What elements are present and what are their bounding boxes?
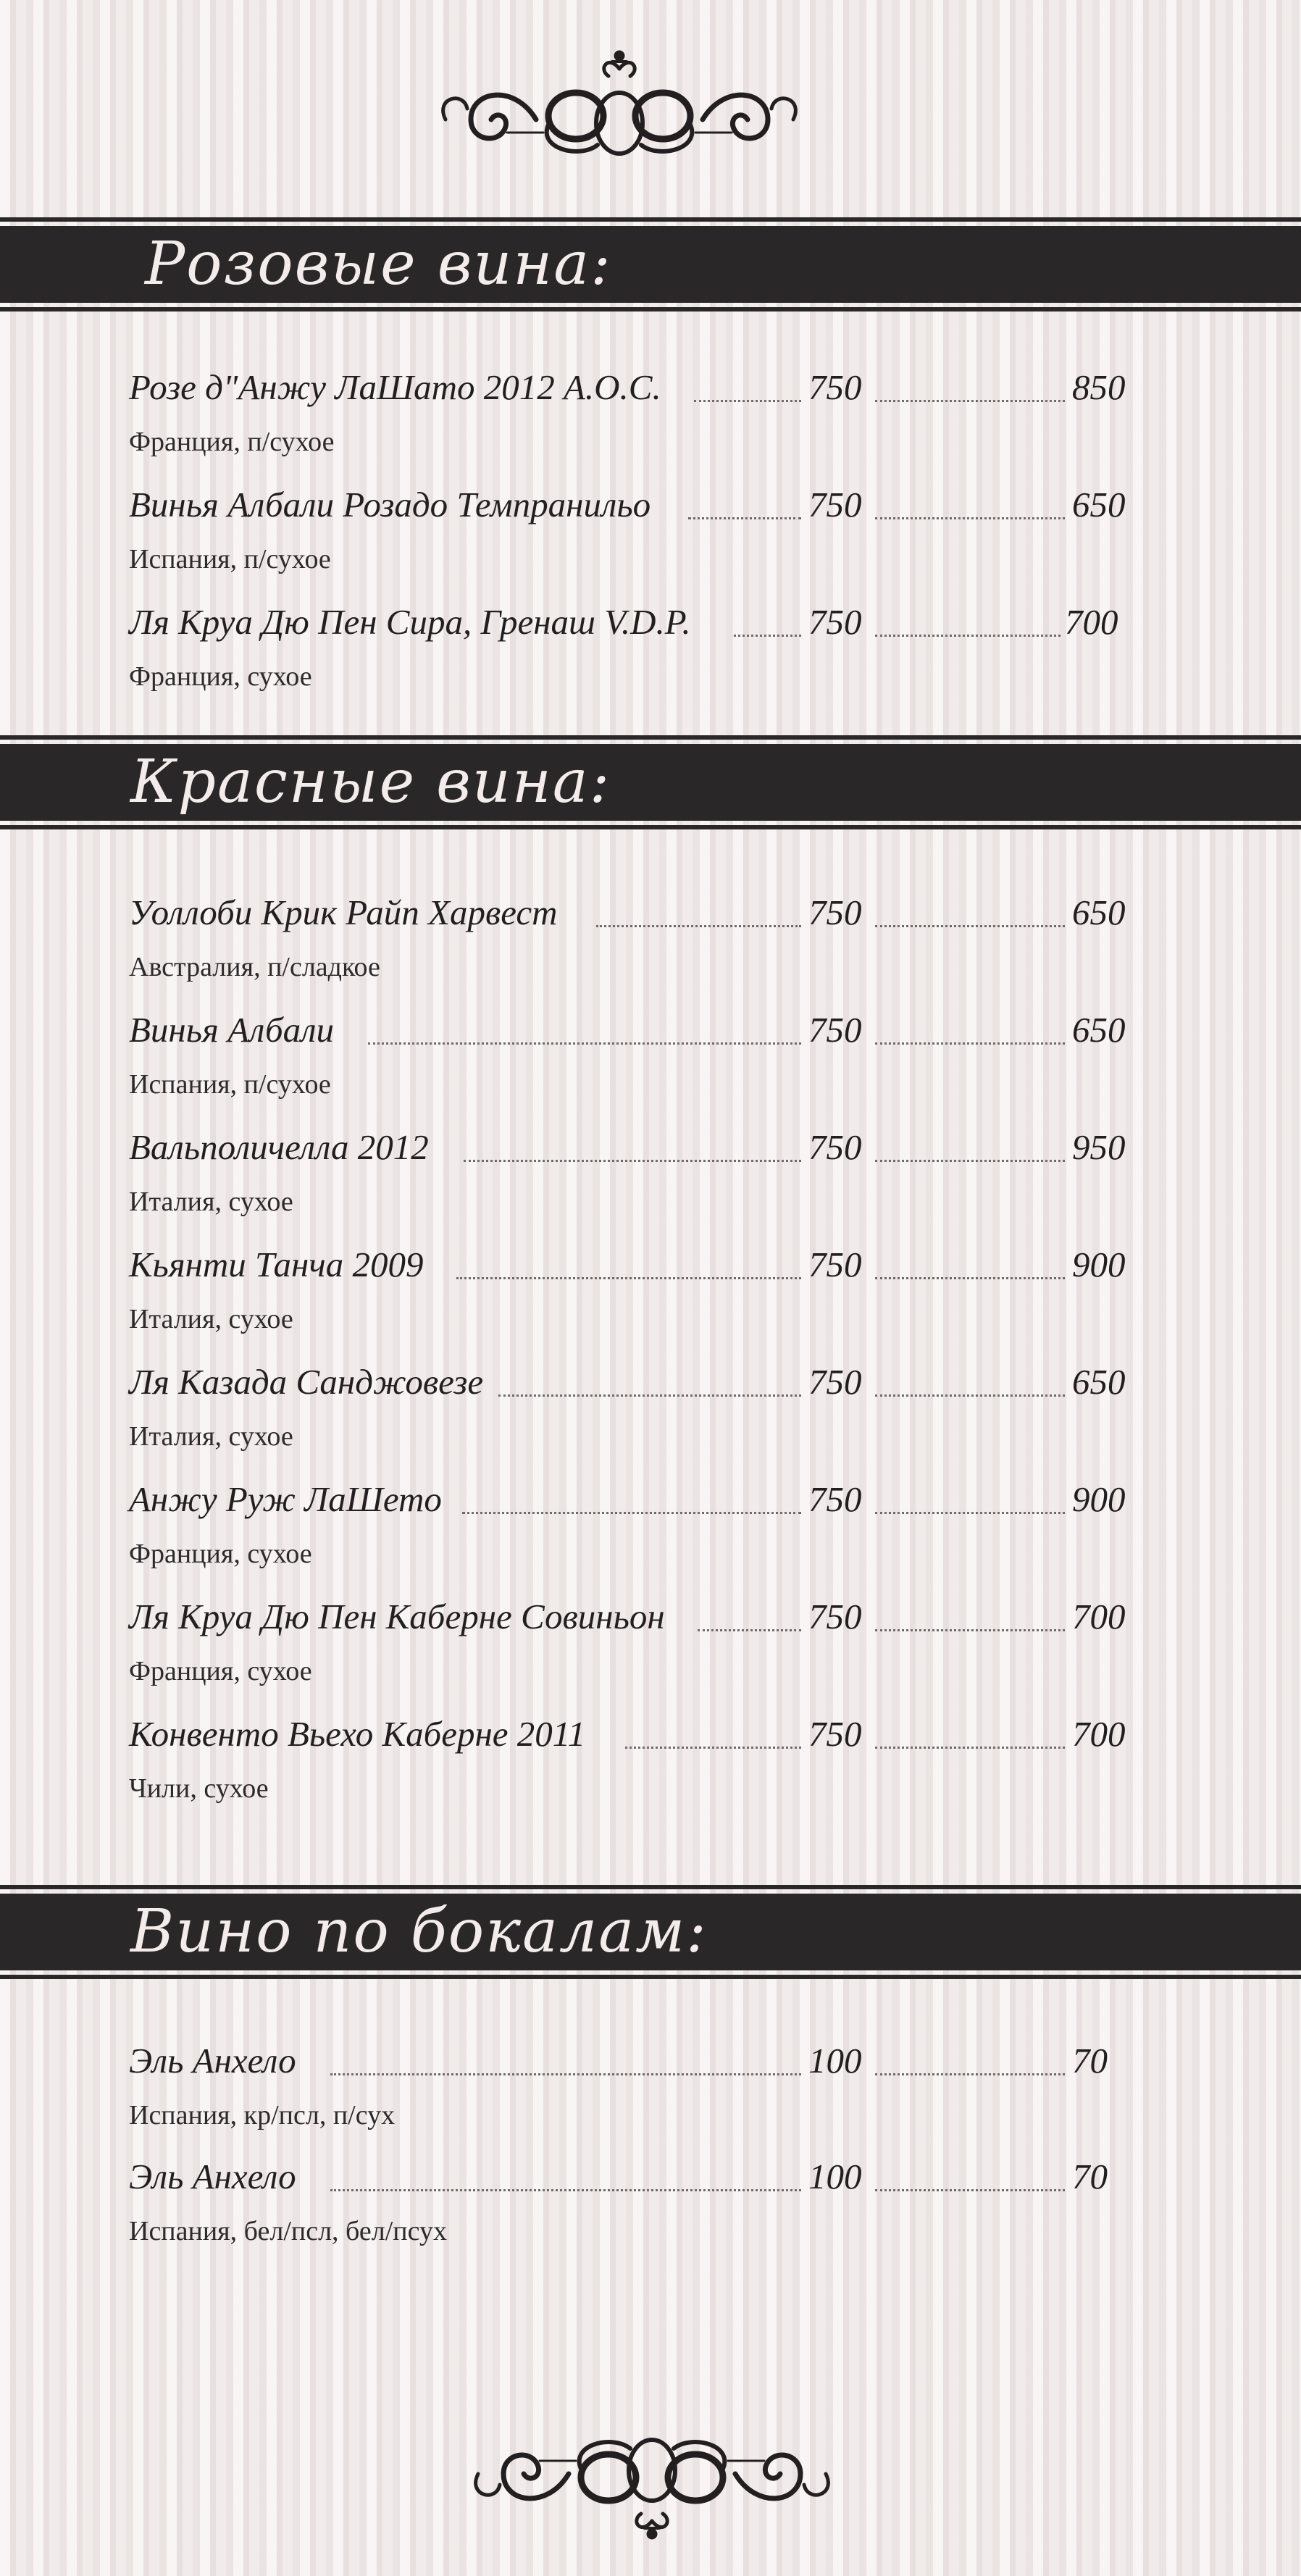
divider: [0, 217, 1301, 222]
menu-item: [129, 1474, 1143, 1572]
menu-item: [129, 1239, 1143, 1337]
divider: [0, 1885, 1301, 1889]
menu-item: [129, 887, 1143, 985]
flourish-ornament-bottom: [460, 2405, 844, 2550]
item-origin: Италия, сухое: [129, 1421, 293, 1452]
item-origin: Италия, сухое: [129, 1187, 293, 1217]
item-volume: 750: [808, 367, 862, 407]
item-price: 850: [1072, 367, 1126, 407]
dot-leader: [464, 1160, 801, 1162]
dot-leader: [734, 635, 801, 637]
item-volume: 750: [808, 1362, 862, 1402]
menu-item: [129, 1122, 1143, 1220]
divider: [0, 1975, 1301, 1979]
menu-item: [129, 362, 1143, 460]
item-origin: Франция, сухое: [129, 661, 312, 692]
dot-leader: [625, 1747, 801, 1749]
item-price: 650: [1072, 1362, 1126, 1402]
item-price: 700: [1065, 602, 1118, 642]
item-name: Винья Албали: [129, 1010, 334, 1050]
dot-leader: [875, 400, 1065, 402]
item-volume: 750: [808, 485, 862, 524]
item-volume: 750: [808, 602, 862, 642]
item-name: Эль Анхело: [129, 2157, 296, 2196]
menu-item: [129, 597, 1143, 695]
menu-item: [129, 1357, 1143, 1455]
item-name: Ля Круа Дю Пен Сира, Гренаш V.D.P.: [129, 602, 691, 642]
dot-leader: [875, 1394, 1065, 1397]
section-title-glass: Вино по бокалам:: [130, 1897, 708, 1966]
item-name: Винья Албали Розадо Темпранильо: [129, 485, 651, 524]
item-origin: Испания, п/сухое: [129, 1069, 331, 1100]
dot-leader: [875, 1277, 1065, 1279]
menu-item: [129, 1709, 1143, 1807]
item-volume: 100: [808, 2041, 862, 2081]
item-volume: 750: [808, 892, 862, 932]
menu-item: [129, 1005, 1143, 1103]
item-volume: 750: [808, 1597, 862, 1636]
dot-leader: [875, 1160, 1065, 1162]
item-name: Розе д"Анжу ЛаШато 2012 А.О.С.: [129, 367, 661, 407]
item-price: 700: [1072, 1597, 1126, 1636]
item-name: Ля Круа Дю Пен Каберне Совиньон: [129, 1597, 665, 1636]
dot-leader: [875, 2073, 1065, 2075]
item-volume: 100: [808, 2157, 862, 2196]
item-name: Уоллоби Крик Райп Харвест: [129, 892, 558, 932]
dot-leader: [875, 517, 1065, 519]
item-name: Ля Казада Санджовезе: [129, 1362, 484, 1402]
dot-leader: [688, 517, 801, 519]
item-price: 70: [1072, 2041, 1108, 2081]
dot-leader: [875, 1747, 1065, 1749]
divider: [0, 307, 1301, 311]
item-origin: Франция, п/сухое: [129, 427, 335, 457]
menu-item: [129, 2151, 1143, 2249]
section-header-red: [0, 735, 1301, 829]
item-name: Кьянти Танча 2009: [129, 1245, 424, 1284]
item-name: Анжу Руж ЛаШето: [129, 1479, 442, 1519]
item-name: Вальполичелла 2012: [129, 1127, 429, 1167]
flourish-ornament-top: [427, 40, 811, 185]
menu-item: [129, 480, 1143, 577]
item-origin: Франция, сухое: [129, 1656, 312, 1686]
item-origin: Чили, сухое: [129, 1773, 269, 1804]
divider: [0, 825, 1301, 829]
item-volume: 750: [808, 1714, 862, 1754]
item-origin: Испания, п/сухое: [129, 544, 331, 574]
section-header-glass: [0, 1885, 1301, 1979]
item-origin: Италия, сухое: [129, 1304, 293, 1334]
item-price: 700: [1072, 1714, 1126, 1754]
section-title-red: Красные вина:: [130, 748, 611, 816]
dot-leader: [698, 1629, 801, 1631]
item-origin: Австралия, п/сладкое: [129, 952, 380, 982]
item-origin: Испания, бел/псл, бел/псух: [129, 2216, 447, 2246]
item-name: Эль Анхело: [129, 2041, 296, 2081]
dot-leader: [330, 2073, 801, 2075]
item-volume: 750: [808, 1245, 862, 1284]
item-origin: Франция, сухое: [129, 1539, 312, 1569]
item-price: 900: [1072, 1245, 1126, 1284]
item-volume: 750: [808, 1127, 862, 1167]
item-name: Конвенто Вьехо Каберне 2011: [129, 1714, 586, 1754]
dot-leader: [875, 1629, 1065, 1631]
item-price: 950: [1072, 1127, 1126, 1167]
dot-leader: [694, 400, 801, 402]
item-price: 900: [1072, 1479, 1126, 1519]
dot-leader: [875, 1042, 1065, 1045]
dot-leader: [875, 925, 1065, 927]
menu-item: [129, 2036, 1143, 2133]
item-price: 70: [1072, 2157, 1108, 2196]
item-price: 650: [1072, 485, 1126, 524]
section-header-rose: [0, 217, 1301, 311]
item-price: 650: [1072, 1010, 1126, 1050]
item-volume: 750: [808, 1010, 862, 1050]
section-title-rose: Розовые вина:: [145, 230, 612, 298]
dot-leader: [330, 2189, 801, 2191]
item-price: 650: [1072, 892, 1126, 932]
dot-leader: [875, 1512, 1065, 1514]
dot-leader: [875, 2189, 1065, 2191]
dot-leader: [875, 635, 1061, 637]
dot-leader: [462, 1512, 801, 1514]
dot-leader: [368, 1042, 801, 1045]
dot-leader: [498, 1394, 801, 1397]
divider: [0, 735, 1301, 740]
dot-leader: [456, 1277, 801, 1279]
menu-item: [129, 1592, 1143, 1689]
item-volume: 750: [808, 1479, 862, 1519]
dot-leader: [596, 925, 801, 927]
item-origin: Испания, кр/псл, п/сух: [129, 2100, 396, 2130]
